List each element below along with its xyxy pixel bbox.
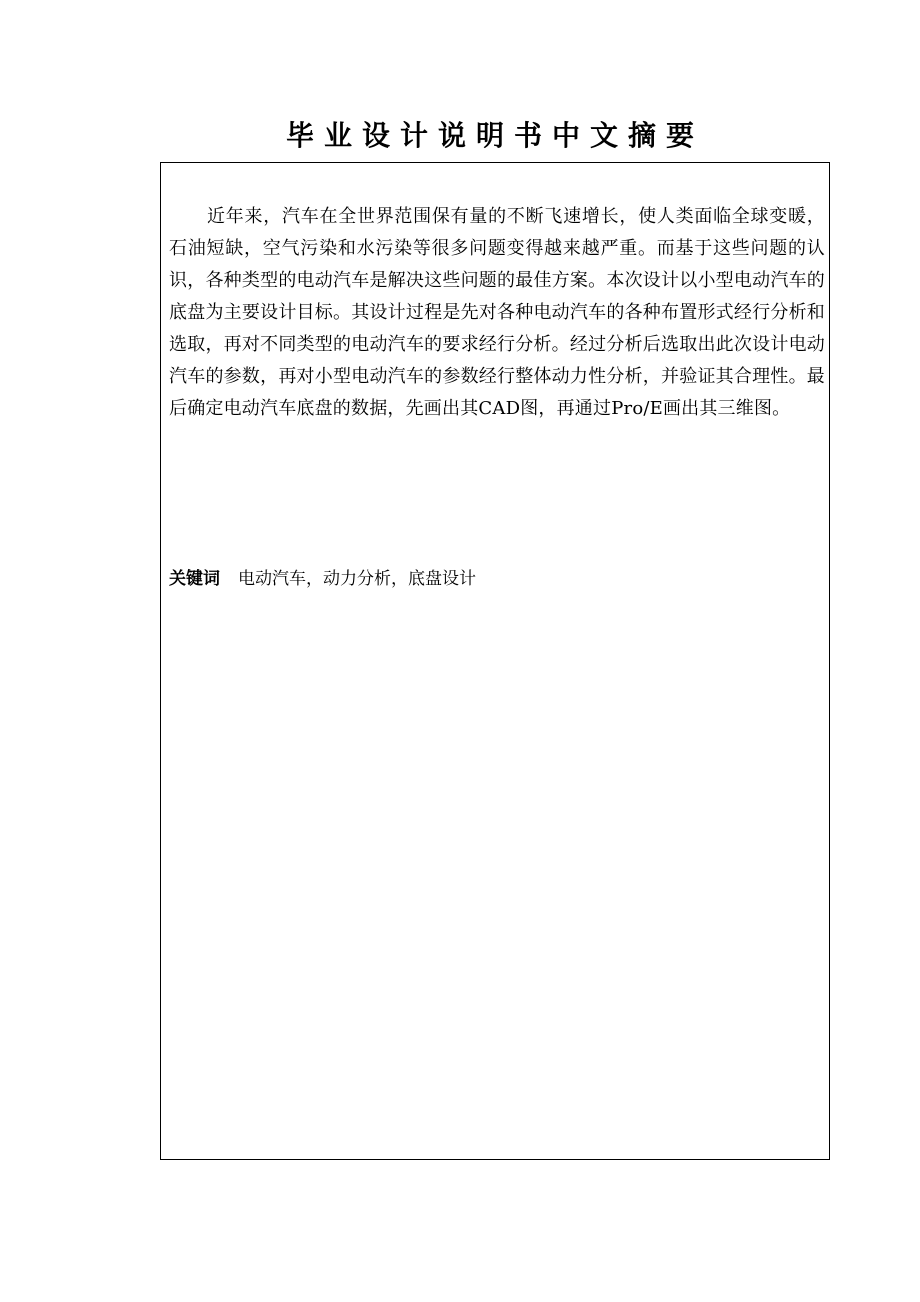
abstract-box bbox=[160, 162, 830, 1160]
keywords-line bbox=[169, 566, 476, 592]
abstract-body: 近年来，汽车在全世界范围保有量的不断飞速增长，使人类面临全球变暖，石油短缺，空气污染和水污染等很多问题变得越来越严重。而基于这些问题的认识，各种类型的电动汽车是解决这些问题的最佳方案。本次设计以小型电动汽车的底盘为主要设计目标。其设计过程是先对各种电动汽车的各种布置形式经行分析和选取，再对不同类型的电动汽车的要求经行分析。经过分析后选取出此次设计电动汽车的参数，再对小型电动汽车的参数经行整体动力性分析，并验证其合理性。最后确定电动汽车底盘的数据，先画出其CAD图，再通过Pro/E画出其三维图。 bbox=[169, 206, 825, 419]
keywords-value: 电动汽车，动力分析，底盘设计 bbox=[238, 569, 476, 589]
page-title: 毕业设计说明书中文摘要 bbox=[285, 119, 704, 152]
keywords-label: 关键词 bbox=[169, 569, 220, 589]
